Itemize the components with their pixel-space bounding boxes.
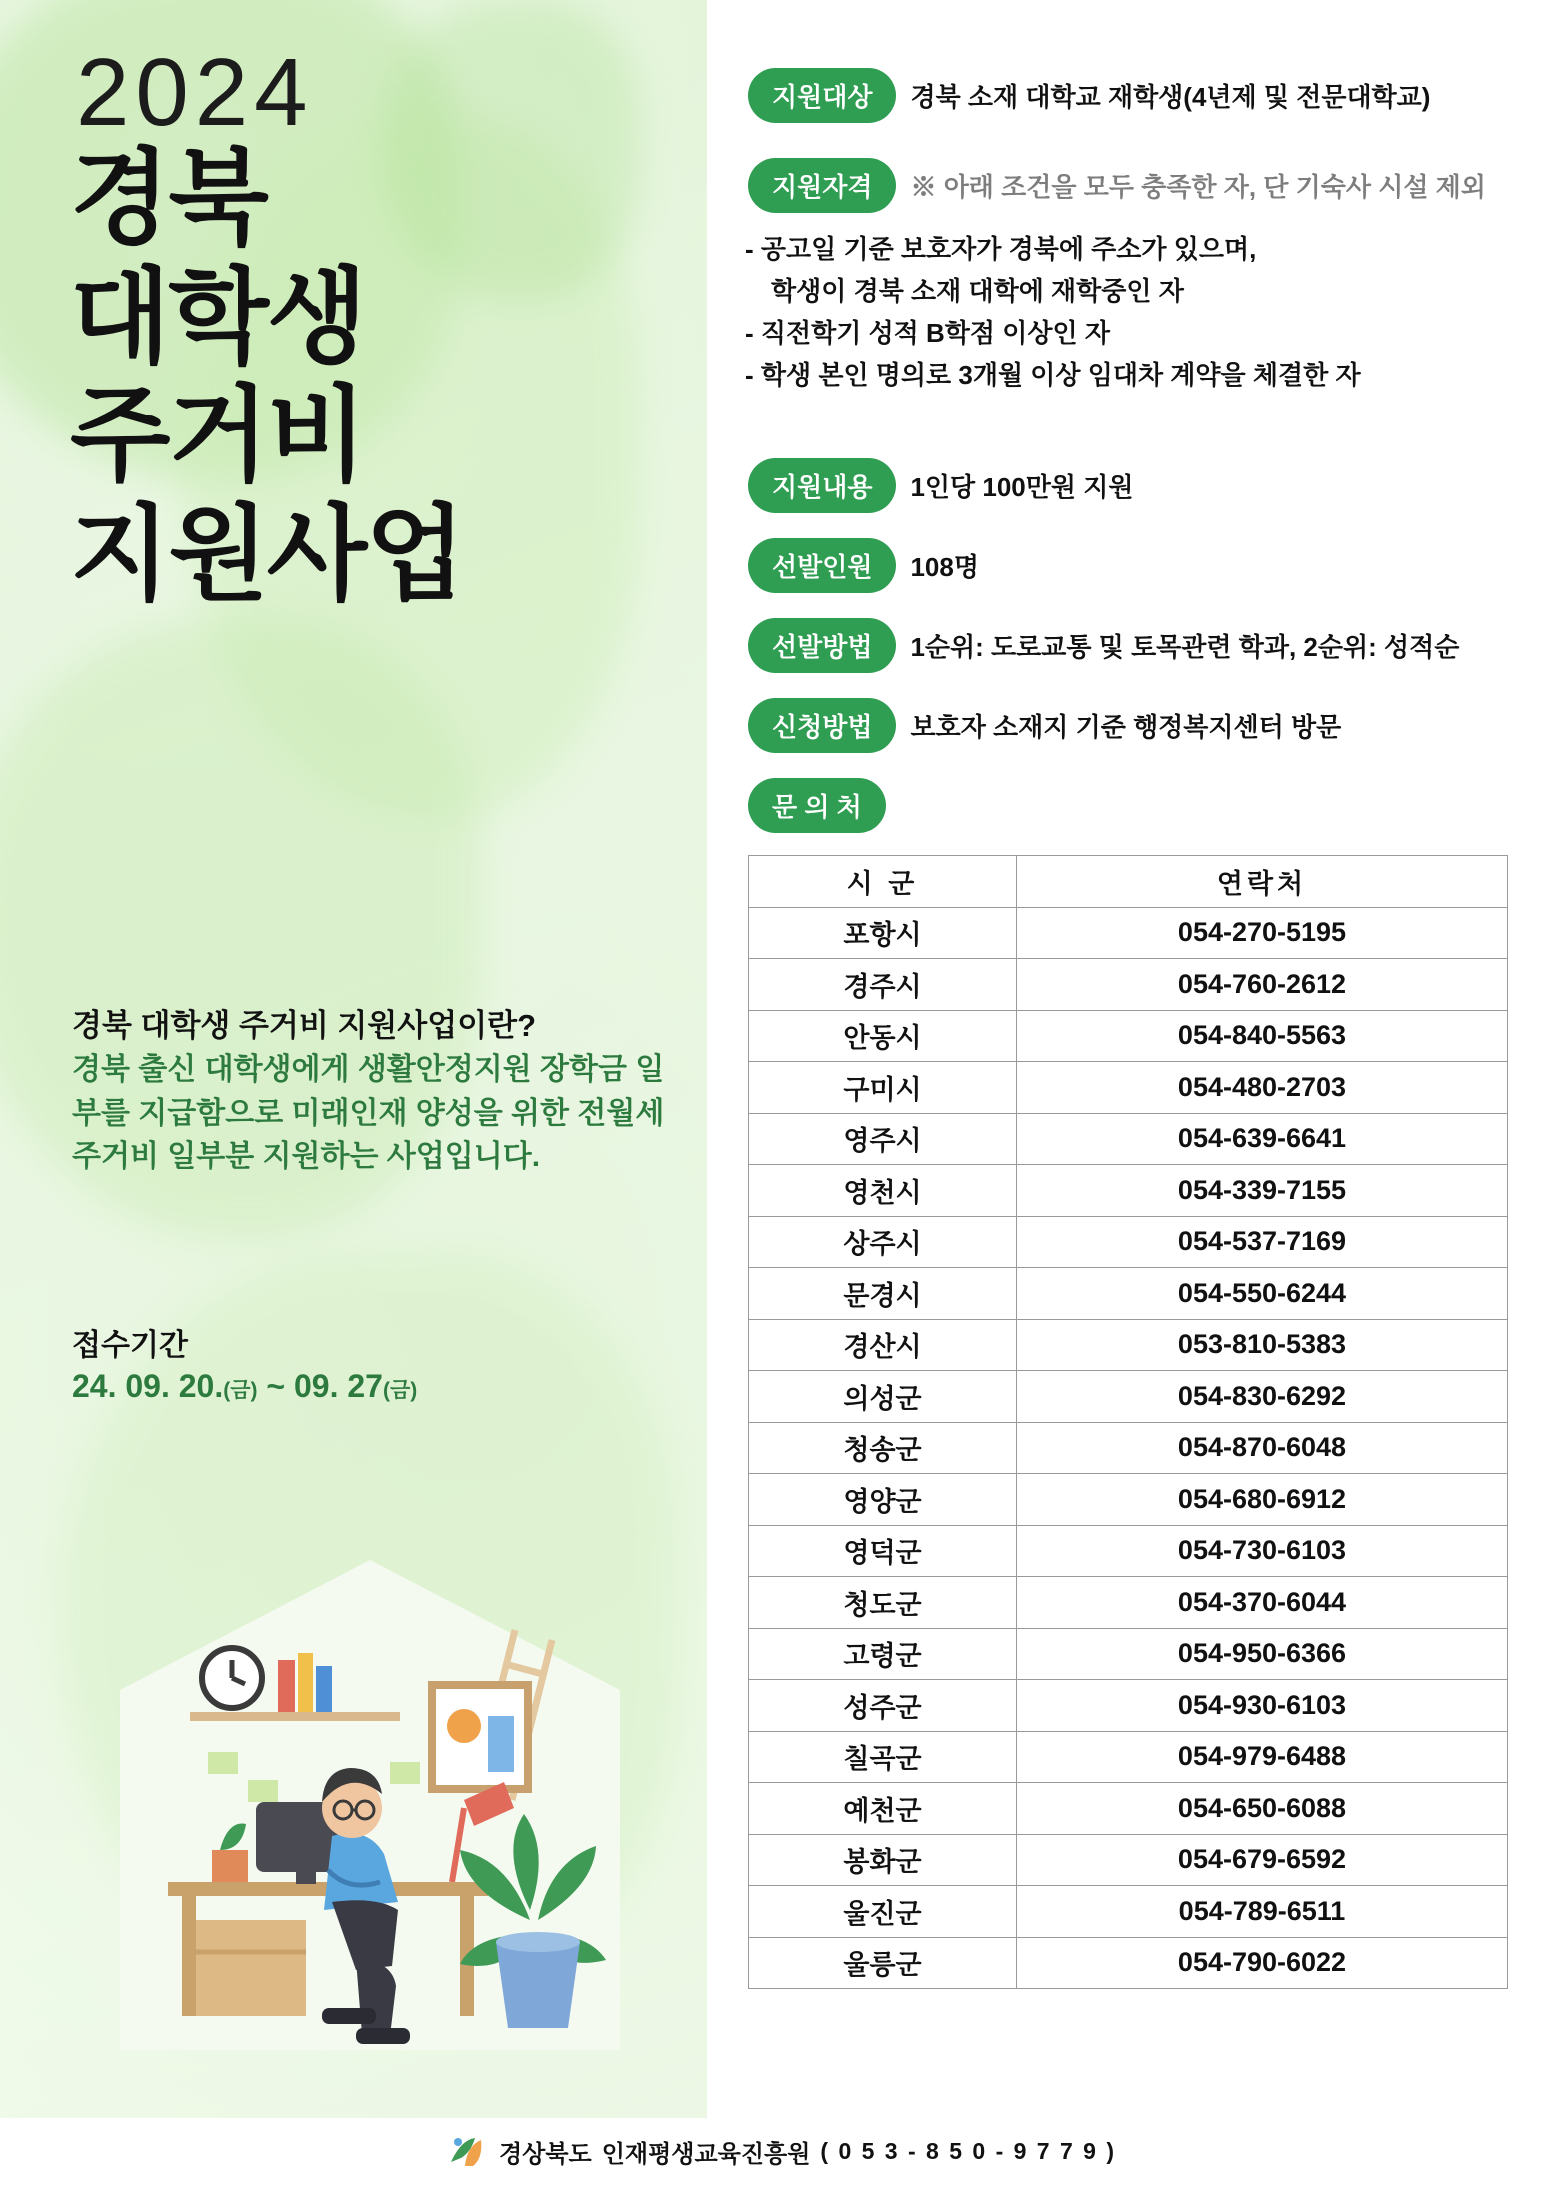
- row-qualification: [748, 158, 1486, 213]
- table-header-city: 시 군: [749, 856, 1017, 908]
- cell-city: 영양군: [749, 1474, 1017, 1526]
- bullet-item: - 직전학기 성적 B학점 이상인 자: [745, 318, 1110, 349]
- row-selection-count: [748, 538, 979, 593]
- title-line-1: 경북: [70, 141, 267, 257]
- cell-phone: 054-680-6912: [1017, 1474, 1508, 1526]
- period-start-day: (금): [223, 1379, 258, 1402]
- cell-city: 포항시: [749, 907, 1017, 959]
- value-support-target: 경북 소재 대학교 재학생(4년제 및 전문대학교): [910, 82, 1431, 112]
- footer-org-rest: 인재평생교육진흥원: [601, 2141, 811, 2168]
- contact-table: [748, 855, 1508, 1989]
- cell-phone: 054-979-6488: [1017, 1731, 1508, 1783]
- period-start: 24. 09. 20.: [72, 1368, 224, 1404]
- period-separator: ~ 09. 27: [257, 1368, 383, 1404]
- cell-city: 문경시: [749, 1268, 1017, 1320]
- left-column: [0, 0, 707, 2185]
- table-row: [749, 1113, 1508, 1165]
- cell-phone: 054-789-6511: [1017, 1886, 1508, 1938]
- table-row: [749, 1834, 1508, 1886]
- table-row: [749, 1577, 1508, 1629]
- cell-phone: 054-790-6022: [1017, 1937, 1508, 1989]
- label-apply-method: 신청방법: [748, 698, 896, 753]
- footer-org-bold: 경상북도: [498, 2141, 592, 2168]
- label-support-target: 지원대상: [748, 68, 896, 123]
- table-row: [749, 907, 1508, 959]
- title-line-2: 대학생: [70, 259, 366, 376]
- cell-city: 울릉군: [749, 1937, 1017, 1989]
- cell-phone: 054-950-6366: [1017, 1628, 1508, 1680]
- period-value: [72, 1368, 417, 1405]
- illustration-svg: [60, 1490, 680, 2110]
- cell-city: 칠곡군: [749, 1731, 1017, 1783]
- table-row: [749, 1268, 1508, 1320]
- table-body: [749, 907, 1508, 1989]
- label-contact: 문 의 처: [748, 778, 886, 833]
- footer: [0, 2118, 1561, 2185]
- value-apply-method: 보호자 소재지 기준 행정복지센터 방문: [910, 712, 1342, 742]
- bullet-item: [745, 228, 1545, 312]
- table-row: [749, 1525, 1508, 1577]
- cell-phone: 054-339-7155: [1017, 1165, 1508, 1217]
- cell-phone: 054-480-2703: [1017, 1062, 1508, 1114]
- row-contact-heading: [748, 778, 886, 833]
- table-row: [749, 1680, 1508, 1732]
- cell-city: 고령군: [749, 1628, 1017, 1680]
- cell-city: 영주시: [749, 1113, 1017, 1165]
- cell-phone: 054-537-7169: [1017, 1216, 1508, 1268]
- contact-table-wrapper: [748, 855, 1508, 1989]
- label-selection-method: 선발방법: [748, 618, 896, 673]
- cell-city: 안동시: [749, 1010, 1017, 1062]
- label-qualification: 지원자격: [748, 158, 896, 213]
- cell-phone: 054-760-2612: [1017, 959, 1508, 1011]
- value-selection-count: 108명: [910, 552, 979, 582]
- table-row: [749, 1010, 1508, 1062]
- label-selection-count: 선발인원: [748, 538, 896, 593]
- table-row: [749, 1319, 1508, 1371]
- cell-city: 청송군: [749, 1422, 1017, 1474]
- cell-phone: 054-650-6088: [1017, 1783, 1508, 1835]
- cell-city: 상주시: [749, 1216, 1017, 1268]
- cell-phone: 054-639-6641: [1017, 1113, 1508, 1165]
- table-row: [749, 1886, 1508, 1938]
- cell-phone: 054-930-6103: [1017, 1680, 1508, 1732]
- title-line-3: 주거비: [70, 378, 366, 495]
- table-row: [749, 1062, 1508, 1114]
- cell-city: 영천시: [749, 1165, 1017, 1217]
- table-row: [749, 1216, 1508, 1268]
- table-header-row: [749, 856, 1508, 908]
- period-heading: 접수기간: [72, 1329, 188, 1362]
- table-row: [749, 1165, 1508, 1217]
- footer-phone: ( 0 5 3 - 8 5 0 - 9 7 7 9 ): [820, 2138, 1117, 2164]
- table-row: [749, 1937, 1508, 1989]
- cell-city: 봉화군: [749, 1834, 1017, 1886]
- row-apply-method: [748, 698, 1341, 753]
- table-row: [749, 1783, 1508, 1835]
- poster-title: [70, 140, 710, 614]
- label-support-content: 지원내용: [748, 458, 896, 513]
- bullet-item: - 학생 본인 명의로 3개월 이상 임대차 계약을 체결한 자: [745, 360, 1361, 391]
- value-selection-method: 1순위: 도로교통 및 토목관련 학과, 2순위: 성적순: [910, 632, 1460, 662]
- row-support-target: [748, 68, 1430, 123]
- institute-logo-icon: [445, 2132, 489, 2172]
- cell-phone: 054-370-6044: [1017, 1577, 1508, 1629]
- period-end-day: (금): [382, 1379, 418, 1402]
- cell-phone: 054-840-5563: [1017, 1010, 1508, 1062]
- cell-phone: 054-830-6292: [1017, 1371, 1508, 1423]
- about-heading: 경북 대학생 주거비 지원사업이란?: [72, 1008, 537, 1043]
- value-support-content: 1인당 100만원 지원: [910, 472, 1134, 502]
- cell-phone: 054-679-6592: [1017, 1834, 1508, 1886]
- cell-city: 의성군: [749, 1371, 1017, 1423]
- cell-phone: 054-870-6048: [1017, 1422, 1508, 1474]
- cell-city: 청도군: [749, 1577, 1017, 1629]
- table-row: [749, 959, 1508, 1011]
- bullet-line-cont: 학생이 경북 소재 대학에 재학중인 자: [771, 276, 1184, 307]
- row-selection-method: [748, 618, 1459, 673]
- row-support-content: [748, 458, 1133, 513]
- cell-city: 경주시: [749, 959, 1017, 1011]
- table-row: [749, 1422, 1508, 1474]
- about-body: 경북 출신 대학생에게 생활안정지원 장학금 일부를 지급함으로 미래인재 양성을 위한 전월세 주거비 일부분 지원하는 사업입니다.: [72, 1053, 665, 1173]
- cell-city: 구미시: [749, 1062, 1017, 1114]
- value-qualification: ※ 아래 조건을 모두 충족한 자, 단 기숙사 시설 제외: [910, 172, 1486, 202]
- poster-year: 2024: [76, 39, 314, 146]
- cell-phone: 054-550-6244: [1017, 1268, 1508, 1320]
- cell-city: 울진군: [749, 1886, 1017, 1938]
- cell-phone: 054-730-6103: [1017, 1525, 1508, 1577]
- table-row: [749, 1474, 1508, 1526]
- bullet-line: - 공고일 기준 보호자가 경북에 주소가 있으며,: [745, 234, 1257, 264]
- table-row: [749, 1371, 1508, 1423]
- qualification-bullets: [745, 228, 1545, 396]
- cell-phone: 053-810-5383: [1017, 1319, 1508, 1371]
- cell-city: 경산시: [749, 1319, 1017, 1371]
- illustration-student-at-desk: [60, 1490, 680, 2110]
- cell-city: 예천군: [749, 1783, 1017, 1835]
- table-header-phone: 연락처: [1017, 856, 1508, 908]
- cell-city: 성주군: [749, 1680, 1017, 1732]
- cell-phone: 054-270-5195: [1017, 907, 1508, 959]
- table-row: [749, 1731, 1508, 1783]
- title-line-4: 지원사업: [70, 496, 464, 613]
- cell-city: 영덕군: [749, 1525, 1017, 1577]
- table-row: [749, 1628, 1508, 1680]
